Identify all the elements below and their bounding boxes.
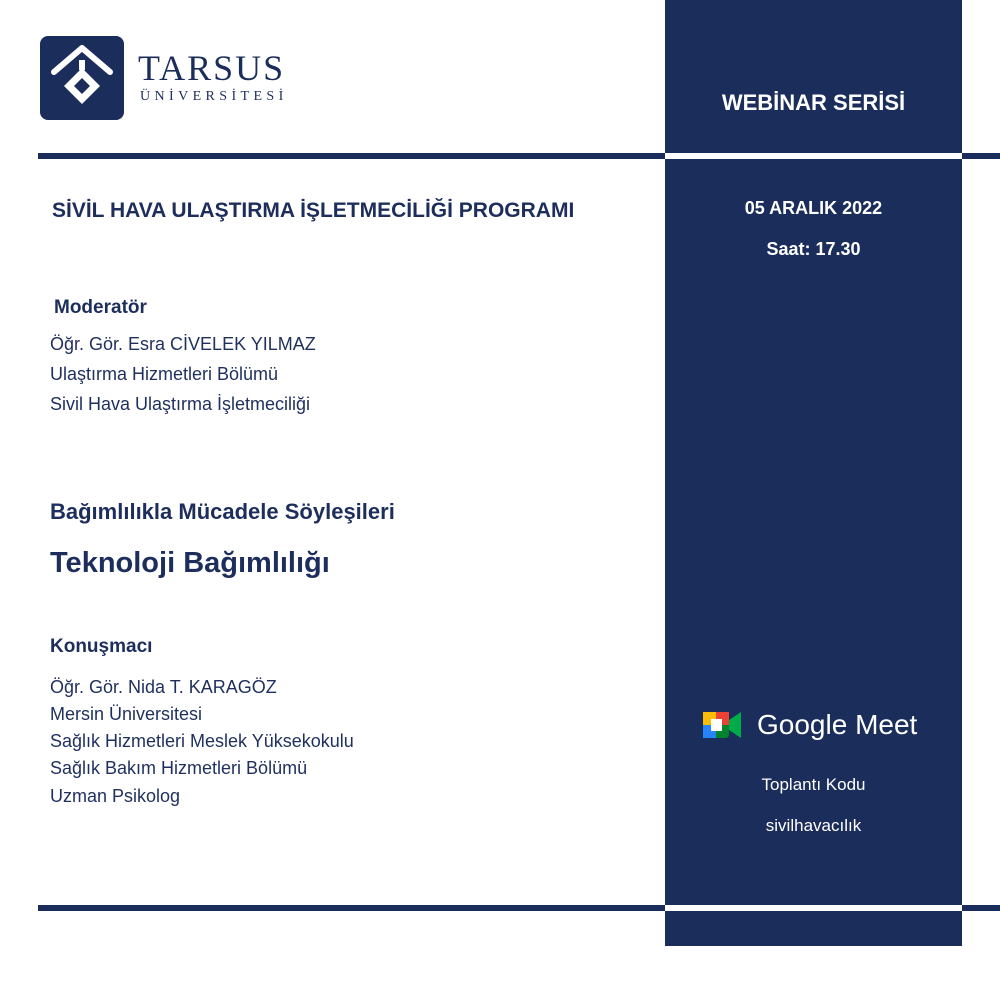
meeting-code-label: Toplantı Kodu [761, 775, 866, 794]
event-time: Saat: 17.30 [766, 239, 861, 259]
event-date: 05 ARALIK 2022 [744, 198, 883, 218]
moderator-program: Sivil Hava Ulaştırma İşletmeciliği [50, 394, 311, 414]
right-panel [665, 0, 962, 946]
google-meet-icon [703, 708, 741, 742]
speaker-school: Sağlık Hizmetleri Meslek Yüksekokulu [50, 731, 354, 751]
brand-name: TARSUS [138, 48, 286, 88]
top-divider-left [38, 153, 665, 159]
talk-title: Teknoloji Bağımlılığı [50, 547, 330, 579]
brand-subtitle: ÜNİVERSİTESİ [140, 89, 288, 104]
speaker-heading: Konuşmacı [50, 636, 153, 657]
bottom-divider-right [962, 905, 1000, 911]
tarsus-university-emblem-icon [40, 36, 124, 120]
bottom-divider-left [38, 905, 665, 911]
speaker-university: Mersin Üniversitesi [50, 704, 203, 724]
google-meet-label: Google Meet [757, 709, 918, 740]
program-title: SİVİL HAVA ULAŞTIRMA İŞLETMECİLİĞİ PROGRAMI [52, 199, 575, 222]
speaker-title: Uzman Psikolog [50, 786, 181, 806]
speaker-department: Sağlık Bakım Hizmetleri Bölümü [50, 758, 308, 778]
bottom-divider-panel [665, 905, 962, 911]
meeting-code: sivilhavacılık [765, 816, 862, 835]
top-divider-right [962, 153, 1000, 159]
top-divider-panel [665, 153, 962, 159]
moderator-department: Ulaştırma Hizmetleri Bölümü [50, 364, 279, 384]
speaker-name: Öğr. Gör. Nida T. KARAGÖZ [50, 677, 277, 697]
talk-series-title: Bağımlılıkla Mücadele Söyleşileri [50, 499, 395, 524]
moderator-name: Öğr. Gör. Esra CİVELEK YILMAZ [50, 334, 316, 354]
webinar-series-label: WEBİNAR SERİSİ [721, 90, 906, 115]
moderator-heading: Moderatör [54, 297, 147, 318]
